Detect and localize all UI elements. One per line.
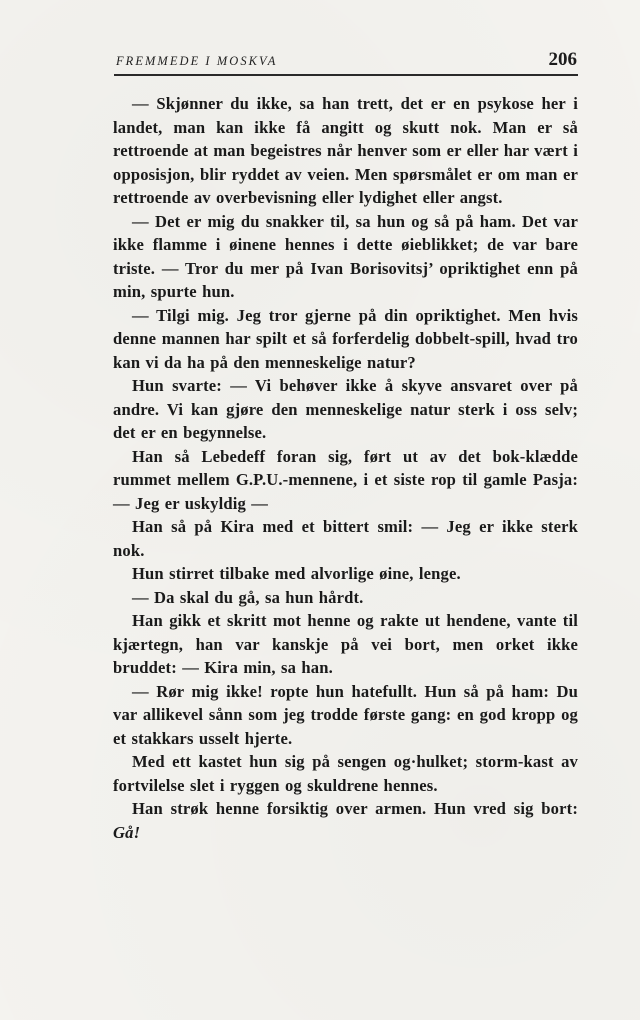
last-paragraph-text: Han strøk henne forsiktig over armen. Hun vred sig bort:: [132, 799, 578, 818]
paragraph: Med ett kastet hun sig på sengen og·hulket; storm-kast av fortvilelse slet i ryggen og skuldrene hennes.: [113, 752, 578, 795]
paragraph: Han så Lebedeff foran sig, ført ut av det bok-klædde rummet mellem G.P.U.-mennene, i et siste rop til gamle Pasja: — Jeg er uskyldig —: [113, 446, 578, 513]
paragraph: — Da skal du gå, sa hun hårdt.: [132, 587, 364, 607]
paragraph: — Tilgi mig. Jeg tror gjerne på din opriktighet. Men hvis denne mannen har spilt et så forferdelig dobbelt-spill, hvad tro kan vi da ha på den menneskelige natur?: [113, 305, 578, 372]
paragraph: Hun stirret tilbake med alvorlige øine, lenge.: [132, 564, 461, 583]
paragraph: Han gikk et skritt mot henne og rakte ut hendene, vante til kjærtegn, han var kanskje på vei bort, men orket ikke bruddet: — Kira min, sa han.: [113, 611, 578, 677]
paragraph: — Rør mig ikke! ropte hun hatefullt. Hun så på ham: Du var allikevel sånn som jeg trodde første gang: en god kropp og et stakkars usselt hjerte.: [113, 681, 578, 748]
paragraph: Hun svarte: — Vi behøver ikke å skyve ansvaret over på andre. Vi kan gjøre den menneskelige natur sterk i oss selv; det er en begynnelse.: [113, 376, 578, 442]
page-number: 206: [548, 49, 577, 70]
last-paragraph: [113, 797, 578, 844]
paragraph: — Det er mig du snakker til, sa hun og så på ham. Det var ikke flamme i øinene hennes i dette øieblikket; de var bare triste. — Tror du mer på Ivan Borisovitsj’ opriktighet enn på min, spurte hun.: [113, 211, 578, 301]
paragraph: — Skjønner du ikke, sa han trett, det er en psykose her i landet, man kan ikke få angitt og skutt nok. Man er så rettroende at man begeistres når henver som er eller har vært i opposisjon, blir ryddet av veien. Men spørsmålet er om man er rettroende av overbevisning eller lydighet eller angst.: [113, 94, 578, 207]
running-head: FREMMEDE I MOSKVA: [116, 54, 278, 68]
paragraph: Han så på Kira med et bittert smil: — Jeg er ikke sterk nok.: [113, 517, 578, 560]
emphasized-word: Gå!: [113, 822, 141, 842]
header-rule: [114, 74, 578, 76]
body-text: [113, 92, 578, 844]
